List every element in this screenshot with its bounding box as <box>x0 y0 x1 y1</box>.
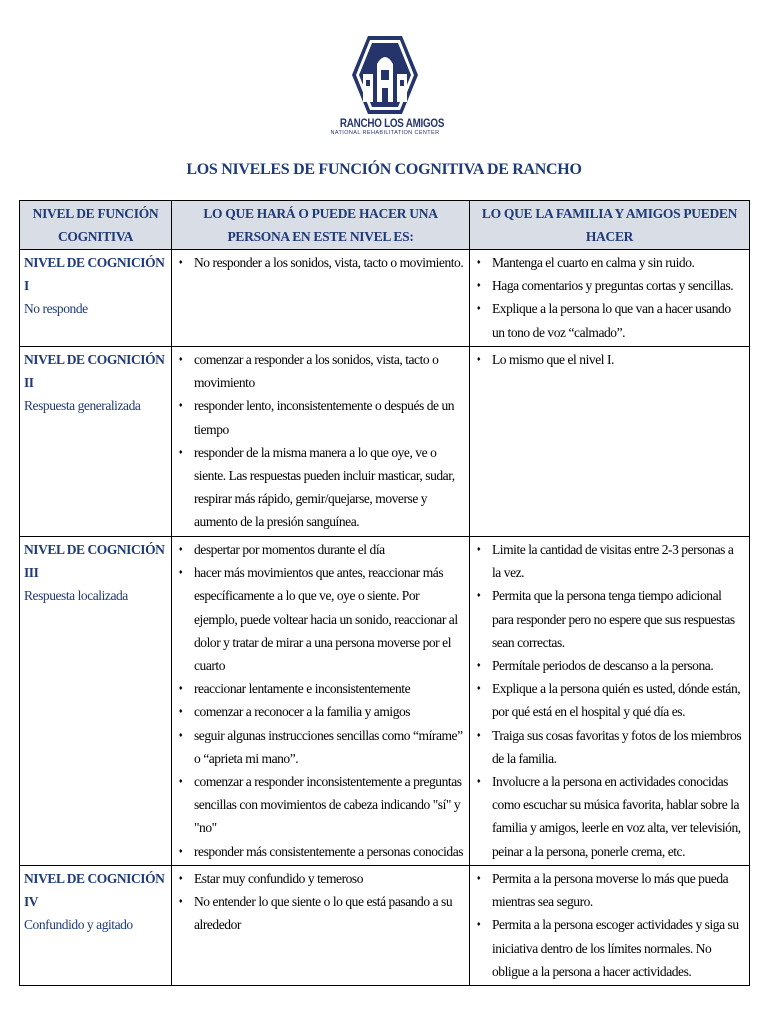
cognitive-levels-table <box>19 200 750 986</box>
list-item: ♦ Mantenga el cuarto en calma y sin ruido. <box>470 251 749 274</box>
person-cell <box>172 537 470 866</box>
header-family: LO QUE LA FAMILIA Y AMIGOS PUEDEN HACER <box>470 201 750 250</box>
header-level: NIVEL DE FUNCIÓN COGNITIVA <box>20 201 172 250</box>
level-title: NIVEL DE COGNICIÓN II <box>24 352 165 391</box>
person-cell <box>172 866 470 986</box>
list-item: ♦ Haga comentarios y preguntas cortas y sencillas. <box>470 274 749 297</box>
list-item: ♦ Lo mismo que el nivel I. <box>470 348 749 371</box>
list-item: ♦ Permita que la persona tenga tiempo adicional para responder pero no espere que sus respuestas sean correctas. <box>470 584 749 654</box>
list-item: ♦ hacer más movimientos que antes, reaccionar más específicamente a lo que ve, oye o siente. Por ejemplo, puede voltear hacia un sonido, reaccionar al dolor y tratar de mirar a una persona moverse por el cuarto <box>172 561 469 677</box>
list-item: ♦ Limite la cantidad de visitas entre 2-3 personas a la vez. <box>470 538 749 584</box>
list-item: ♦ Estar muy confundido y temeroso <box>172 867 469 890</box>
level-title: NIVEL DE COGNICIÓN III <box>24 542 165 581</box>
list-item: ♦ comenzar a reconocer a la familia y amigos <box>172 700 469 723</box>
list-item: ♦ Permita a la persona escoger actividades y siga su iniciativa dentro de los límites normales. No obligue a la persona a hacer actividades. <box>470 913 749 983</box>
table-row <box>20 537 750 866</box>
list-item: ♦ Permítale periodos de descanso a la persona. <box>470 654 749 677</box>
table-row <box>20 866 750 986</box>
list-item: ♦ Permita a la persona moverse lo más que pueda mientras sea seguro. <box>470 867 749 913</box>
level-subtitle: Confundido y agitado <box>24 917 133 933</box>
list-item: ♦ Explique a la persona quién es usted, dónde están, por qué está en el hospital y qué día es. <box>470 677 749 723</box>
family-cell <box>470 250 750 347</box>
list-item: ♦ Traiga sus cosas favoritas y fotos de los miembros de la familia. <box>470 724 749 770</box>
level-title: NIVEL DE COGNICIÓN IV <box>24 871 165 910</box>
level-cell <box>20 537 172 866</box>
logo-subtitle: NATIONAL REHABILITATION CENTER <box>330 130 440 136</box>
list-item: ♦ No entender lo que siente o lo que está pasando a su alrededor <box>172 890 469 936</box>
table-header-row <box>20 201 750 250</box>
page-title: LOS NIVELES DE FUNCIÓN COGNITIVA DE RANCHO <box>186 161 582 178</box>
list-item: ♦ Explique a la persona lo que van a hacer usando un tono de voz “calmado”. <box>470 297 749 343</box>
level-cell <box>20 347 172 537</box>
list-item: ♦ No responder a los sonidos, vista, tacto o movimiento. <box>172 251 469 274</box>
list-item: ♦ seguir algunas instrucciones sencillas como “mírame” o “aprieta mi mano”. <box>172 724 469 770</box>
family-cell <box>470 537 750 866</box>
table-row <box>20 250 750 347</box>
level-subtitle: No responde <box>24 301 88 317</box>
header-person: LO QUE HARÁ O PUEDE HACER UNA PERSONA EN ESTE NIVEL ES: <box>172 201 470 250</box>
person-cell <box>172 347 470 537</box>
level-subtitle: Respuesta generalizada <box>24 398 141 414</box>
level-subtitle: Respuesta localizada <box>24 588 128 604</box>
person-cell <box>172 250 470 347</box>
mission-building-icon <box>350 34 420 116</box>
logo-name: RANCHO LOS AMIGOS <box>339 116 445 130</box>
list-item: ♦ comenzar a responder a los sonidos, vista, tacto o movimiento <box>172 348 469 394</box>
list-item: ♦ comenzar a responder inconsistentemente a preguntas sencillas con movimientos de cabeza indicando "sí" y "no" <box>172 770 469 840</box>
table-row <box>20 347 750 537</box>
list-item: ♦ reaccionar lentamente e inconsistentemente <box>172 677 469 700</box>
family-cell <box>470 866 750 986</box>
list-item: ♦ responder de la misma manera a lo que oye, ve o siente. Las respuestas pueden incluir masticar, sudar, respirar más rápido, gemir/quejarse, moverse y aumento de la presión sanguínea. <box>172 441 469 534</box>
level-cell <box>20 866 172 986</box>
family-cell <box>470 347 750 537</box>
list-item: ♦ despertar por momentos durante el día <box>172 538 469 561</box>
list-item: ♦ Involucre a la persona en actividades conocidas como escuchar su música favorita, hablar sobre la familia y amigos, leerle en voz alta, ver televisión, peinar a la persona, ponerle crema, etc. <box>470 770 749 863</box>
list-item: ♦ responder lento, inconsistentemente o después de un tiempo <box>172 394 469 440</box>
level-cell <box>20 250 172 347</box>
rancho-logo <box>330 34 445 144</box>
level-title: NIVEL DE COGNICIÓN I <box>24 255 165 294</box>
list-item: ♦ responder más consistentemente a personas conocidas <box>172 840 469 863</box>
